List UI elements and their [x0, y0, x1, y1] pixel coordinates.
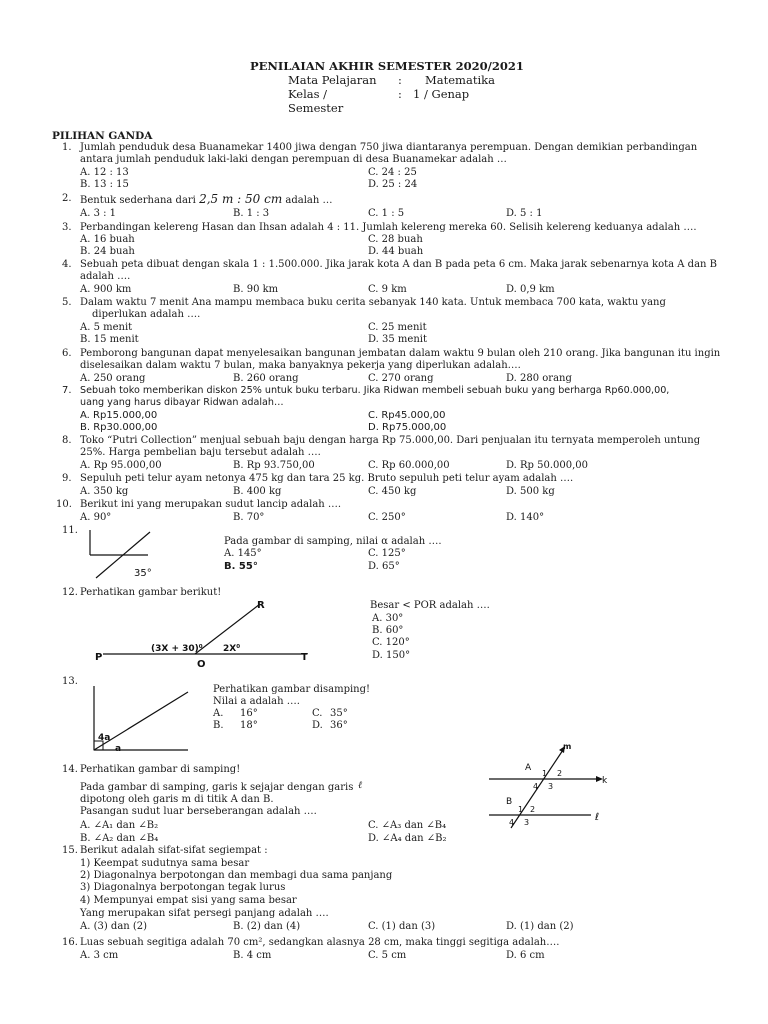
svg-text:2: 2 — [557, 769, 563, 778]
q5-number: 5. — [62, 297, 72, 308]
q6-text-line1: Pemborong bangunan dapat menyelesaikan bangunan jembatan dalam waktu 9 bulan oleh 210 orang. Jika bangunan itu ingin — [80, 348, 721, 359]
q8-option-a: A. Rp 95.000,00 — [80, 460, 162, 471]
q10-option-d: D. 140° — [506, 512, 545, 523]
q2-number: 2. — [62, 193, 72, 204]
q8-option-c: C. Rp 60.000,00 — [368, 460, 450, 471]
q3-option-b: B. 24 buah — [80, 246, 135, 257]
q1-option-c: C. 24 : 25 — [368, 167, 417, 178]
q6-option-b: B. 260 orang — [233, 373, 299, 384]
q9-option-b: B. 400 kg — [233, 486, 282, 497]
svg-text:2: 2 — [530, 805, 536, 814]
q13-number: 13. — [62, 676, 78, 687]
q15-item-3: 3) Diagonalnya berpotongan tegak lurus — [80, 882, 286, 893]
q8-number: 8. — [62, 435, 72, 446]
q7-number: 7. — [62, 385, 72, 396]
q13-option-b-letter: B. — [213, 720, 224, 731]
q12-question: Besar < POR adalah …. — [370, 600, 490, 611]
q8-option-d: D. Rp 50.000,00 — [506, 460, 589, 471]
q12-option-c: C. 120° — [372, 637, 410, 648]
q16-option-a: A. 3 cm — [80, 950, 119, 961]
svg-text:O: O — [197, 659, 206, 670]
q15-question: Yang merupakan sifat persegi panjang adalah …. — [80, 908, 329, 919]
q13-option-b-value: 18° — [240, 720, 258, 731]
q14-line-l-symbol: ℓ — [358, 780, 363, 791]
q6-option-c: C. 270 orang — [368, 373, 434, 384]
q5-text-line2: diperlukan adalah …. — [92, 309, 201, 320]
subject-sep: : — [398, 73, 402, 87]
svg-text:4a: 4a — [98, 733, 111, 743]
q14-option-b: B. ∠A₂ dan ∠B₄ — [80, 833, 159, 844]
q13-angle-figure — [88, 684, 198, 754]
svg-text:4: 4 — [533, 782, 539, 791]
q1-number: 1. — [62, 142, 72, 153]
q2-option-c: C. 1 : 5 — [368, 208, 405, 219]
svg-text:P: P — [95, 652, 103, 663]
q15-text: Berikut adalah sifat-sifat segiempat : — [80, 845, 268, 856]
q12-angle-figure — [95, 598, 320, 670]
q4-text-line1: Sebuah peta dibuat dengan skala 1 : 1.500.000. Jika jarak kota A dan B pada peta 6 cm. Maka jarak sebenarnya kota A dan B — [80, 259, 718, 270]
svg-text:R: R — [257, 600, 265, 611]
q3-text: Perbandingan kelereng Hasan dan Ihsan adalah 4 : 11. Jumlah kelereng mereka 60. Selisih kelereng keduanya adalah …. — [80, 222, 697, 233]
q11-text: Pada gambar di samping, nilai α adalah …. — [224, 536, 442, 547]
class-value: 1 / Genap — [413, 87, 470, 101]
q10-text: Berikut ini yang merupakan sudut lancip adalah …. — [80, 499, 342, 510]
q10-option-b: B. 70° — [233, 512, 265, 523]
q10-option-c: C. 250° — [368, 512, 406, 523]
svg-text:B: B — [506, 797, 513, 807]
q15-item-1: 1) Keempat sudutnya sama besar — [80, 858, 250, 869]
q13-text-line2: Nilai a adalah …. — [213, 696, 300, 707]
q12-option-d: D. 150° — [372, 650, 411, 661]
q8-text-line2: 25%. Harga pembelian baju tersebut adalah …. — [80, 447, 321, 458]
q5-text-line1: Dalam waktu 7 menit Ana mampu membaca buku cerita sebanyak 140 kata. Untuk membaca 700 kata, waktu yang — [80, 297, 666, 308]
q4-option-c: C. 9 km — [368, 284, 407, 295]
q11-option-b: B. 55° — [224, 561, 258, 572]
q15-option-d: D. (1) dan (2) — [506, 921, 574, 932]
q6-text-line2: diselesaikan dalam waktu 7 bulan, maka banyaknya pekerja yang diperlukan adalah…. — [80, 360, 521, 371]
q7-option-c: C. Rp45.000,00 — [368, 410, 446, 421]
q7-text-line2: uang yang harus dibayar Ridwan adalah… — [80, 397, 284, 408]
q16-option-d: D. 6 cm — [506, 950, 545, 961]
q14-parallel-lines-figure — [485, 742, 610, 830]
q1-option-a: A. 12 : 13 — [80, 167, 129, 178]
exam-title: PENILAIAN AKHIR SEMESTER 2020/2021 — [250, 59, 524, 73]
q15-item-2: 2) Diagonalnya berpotongan dan membagi dua sama panjang — [80, 870, 393, 881]
q12-option-a: A. 30° — [372, 613, 404, 624]
q7-option-a: A. Rp15.000,00 — [80, 410, 158, 421]
q11-number: 11. — [62, 525, 78, 536]
q14-lead: Perhatikan gambar di samping! — [80, 764, 241, 775]
subject-value: Matematika — [425, 73, 495, 87]
svg-text:4: 4 — [509, 818, 515, 827]
q12-number: 12. — [62, 587, 78, 598]
q1-text-line2: antara jumlah penduduk laki-laki dengan perempuan di desa Buanamekar adalah … — [80, 154, 507, 165]
q13-option-c-letter: C. — [312, 708, 323, 719]
svg-text:1: 1 — [518, 805, 524, 814]
q4-text-line2: adalah …. — [80, 271, 131, 282]
q1-option-d: D. 25 : 24 — [368, 179, 418, 190]
svg-text:(3X + 30)⁰: (3X + 30)⁰ — [151, 644, 203, 654]
q13-option-a-value: 16° — [240, 708, 258, 719]
q9-option-a: A. 350 kg — [80, 486, 129, 497]
svg-text:2X⁰: 2X⁰ — [223, 644, 241, 654]
q8-option-b: B. Rp 93.750,00 — [233, 460, 315, 471]
q12-lead: Perhatikan gambar berikut! — [80, 587, 222, 598]
q13-option-c-value: 35° — [330, 708, 348, 719]
q4-number: 4. — [62, 259, 72, 270]
q9-text: Sepuluh peti telur ayam netonya 475 kg dan tara 25 kg. Bruto sepuluh peti telur ayam adalah …. — [80, 473, 574, 484]
q14-option-c: C. ∠A₃ dan ∠B₄ — [368, 820, 447, 831]
q14-option-d: D. ∠A₄ dan ∠B₂ — [368, 833, 447, 844]
q14-text-line2: dipotong oleh garis m di titik A dan B. — [80, 794, 274, 805]
q6-option-d: D. 280 orang — [506, 373, 572, 384]
q13-text-line1: Perhatikan gambar disamping! — [213, 684, 371, 695]
subject-label: Mata Pelajaran — [288, 73, 377, 87]
q6-option-a: A. 250 orang — [80, 373, 146, 384]
svg-text:3: 3 — [548, 782, 554, 791]
q11-angle-figure — [86, 528, 166, 580]
q10-option-a: A. 90° — [80, 512, 112, 523]
q7-option-b: B. Rp30.000,00 — [80, 422, 158, 433]
q14-number: 14. — [62, 764, 78, 775]
semester-label: Semester — [288, 101, 344, 115]
q16-option-b: B. 4 cm — [233, 950, 272, 961]
q11-angle-label: 35° — [134, 568, 152, 579]
q11-option-a: A. 145° — [224, 548, 262, 559]
q10-number: 10. — [56, 499, 72, 510]
q4-option-d: D. 0,9 km — [506, 284, 555, 295]
class-sep: : — [398, 87, 402, 101]
q5-option-d: D. 35 menit — [368, 334, 427, 345]
q15-number: 15. — [62, 845, 78, 856]
q9-option-c: C. 450 kg — [368, 486, 417, 497]
q14-text-line3: Pasangan sudut luar berseberangan adalah …. — [80, 806, 317, 817]
svg-text:A: A — [525, 763, 532, 773]
q9-number: 9. — [62, 473, 72, 484]
q11-option-d: D. 65° — [368, 561, 400, 572]
q5-option-b: B. 15 menit — [80, 334, 139, 345]
q16-option-c: C. 5 cm — [368, 950, 407, 961]
svg-text:m: m — [563, 742, 572, 751]
q3-option-a: A. 16 buah — [80, 234, 135, 245]
q13-option-a-letter: A. — [213, 708, 224, 719]
q3-option-c: C. 28 buah — [368, 234, 423, 245]
svg-text:3: 3 — [524, 818, 530, 827]
q15-item-4: 4) Mempunyai empat sisi yang sama besar — [80, 895, 297, 906]
q13-option-d-value: 36° — [330, 720, 348, 731]
q12-option-b: B. 60° — [372, 625, 404, 636]
q2-option-b: B. 1 : 3 — [233, 208, 270, 219]
q14-option-a: A. ∠A₁ dan ∠B₂ — [80, 820, 159, 831]
q16-text: Luas sebuah segitiga adalah 70 cm², sedangkan alasnya 28 cm, maka tinggi segitiga adalah…. — [80, 937, 560, 948]
class-label: Kelas / — [288, 87, 328, 101]
q1-option-b: B. 13 : 15 — [80, 179, 129, 190]
q1-text-line1: Jumlah penduduk desa Buanamekar 1400 jiwa dengan 750 jiwa diantaranya perempuan. Dengan demikian perbandingan — [80, 142, 698, 153]
svg-text:ℓ: ℓ — [595, 812, 600, 823]
q7-option-d: D. Rp75.000,00 — [368, 422, 447, 433]
q16-number: 16. — [62, 937, 78, 948]
q3-number: 3. — [62, 222, 72, 233]
q8-text-line1: Toko “Putri Collection” menjual sebuah baju dengan harga Rp 75.000,00. Dari penjualan itu ternyata memperoleh untung — [80, 435, 701, 446]
q13-option-d-letter: D. — [312, 720, 323, 731]
q15-option-a: A. (3) dan (2) — [80, 921, 148, 932]
section-title: PILIHAN GANDA — [52, 130, 153, 142]
q3-option-d: D. 44 buah — [368, 246, 424, 257]
q5-option-a: A. 5 menit — [80, 322, 133, 333]
svg-text:a: a — [115, 744, 122, 754]
q7-text-line1: Sebuah toko memberikan diskon 25% untuk buku terbaru. Jika Ridwan membeli sebuah buku yang berharga Rp60.000,00, — [80, 385, 670, 396]
q11-option-c: C. 125° — [368, 548, 406, 559]
q2-option-d: D. 5 : 1 — [506, 208, 543, 219]
q5-option-c: C. 25 menit — [368, 322, 427, 333]
q6-number: 6. — [62, 348, 72, 359]
svg-text:k: k — [602, 776, 608, 786]
svg-text:T: T — [301, 652, 308, 663]
svg-text:1: 1 — [542, 769, 548, 778]
q2-option-a: A. 3 : 1 — [80, 208, 117, 219]
q4-option-a: A. 900 km — [80, 284, 132, 295]
q14-text-line1: Pada gambar di samping, garis k sejajar dengan garis — [80, 782, 354, 793]
q4-option-b: B. 90 km — [233, 284, 279, 295]
q2-text: Bentuk sederhana dari 2,5 m : 50 cm adalah … — [80, 192, 333, 206]
q15-option-b: B. (2) dan (4) — [233, 921, 301, 932]
q9-option-d: D. 500 kg — [506, 486, 555, 497]
q15-option-c: C. (1) dan (3) — [368, 921, 436, 932]
